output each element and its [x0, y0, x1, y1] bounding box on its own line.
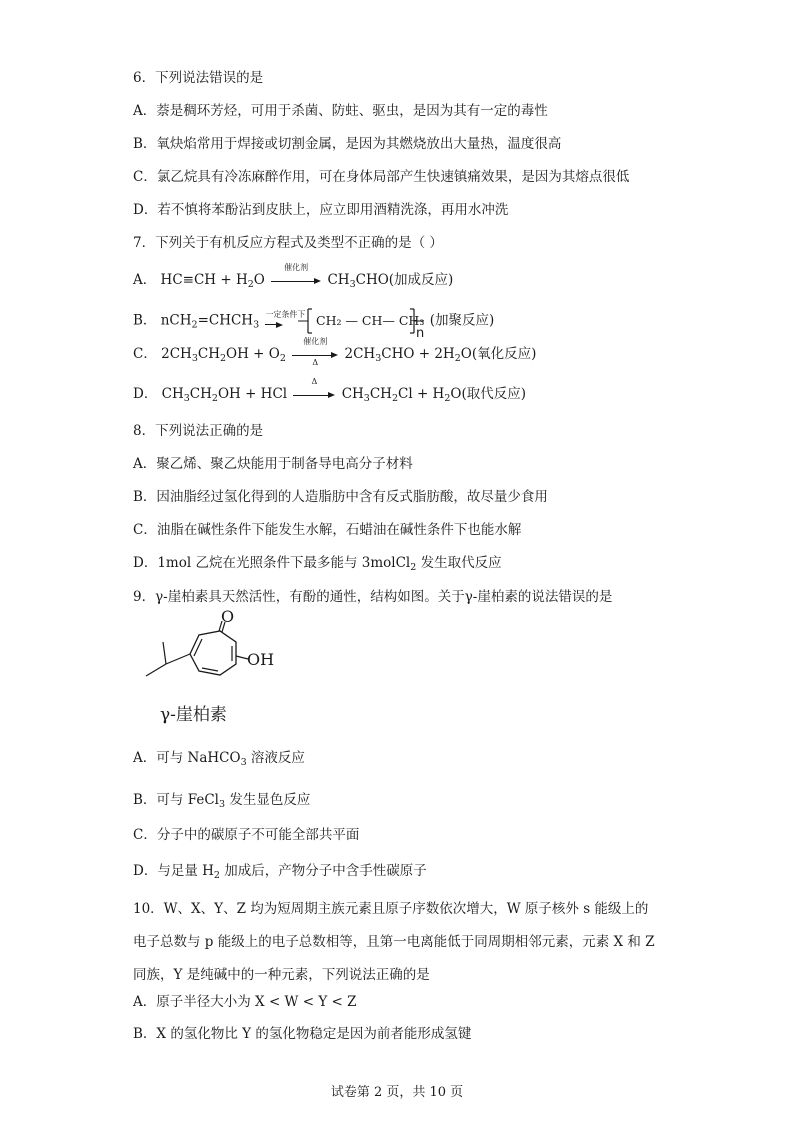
- reaction-arrow: 催化剂 Δ: [292, 345, 338, 365]
- q9-option-d: D．与足量 $H_2$ 加成后，产物分子中含手性碳原子: [133, 863, 427, 881]
- q6-option-d: D．若不慎将苯酚沾到皮肤上，应立即用酒精洗涤，再用水冲洗: [133, 202, 509, 218]
- thujaplicin-structure: [130, 607, 280, 698]
- reaction-arrow: Δ: [293, 385, 335, 405]
- q8-option-b: B．因油脂经过氢化得到的人造脂肪中含有反式脂肪酸，故尽量少食用: [133, 489, 548, 505]
- page-footer: 试卷第 2 页，共 10 页: [330, 1085, 464, 1100]
- polymer-n: n: [415, 326, 424, 341]
- reaction-arrow: 催化剂: [271, 271, 321, 291]
- q9-option-c: C．分子中的碳原子不可能全部共平面: [133, 827, 360, 843]
- q8-option-d: D．1mol 乙烷在光照条件下最多能与 3molCl$_2$ 发生取代反应: [133, 555, 502, 573]
- q10-stem-line-2: 电子总数与 p 能级上的电子总数相等，且第一电离能低于同周期相邻元素，元素 X 和 Z: [133, 934, 655, 950]
- q7-stem: 7．下列关于有机反应方程式及类型不正确的是（ ）: [133, 235, 443, 251]
- q10-option-a: A．原子半径大小为 X < W < Y < Z: [133, 994, 357, 1010]
- q7-option-d: D． $CH_3CH_2OH$ + HCl Δ $CH_3CH_2Cl + H_2O$(取代反应): [133, 376, 526, 404]
- q9-option-b: B．可与 FeCl$_3$ 发生显色反应: [133, 792, 311, 810]
- q6-stem: 6．下列说法错误的是: [133, 70, 264, 86]
- polymer-repeat-unit: CH₂ — CH— CH₃: [315, 313, 425, 328]
- q8-option-c: C．油脂在碱性条件下能发生水解，石蜡油在碱性条件下也能水解: [133, 522, 522, 538]
- q7-option-b: B． $nCH_2=CHCH_3$ 一定条件下 CH₂ — CH— CH₃ n (加聚反应): [133, 304, 494, 336]
- q7-option-a: A． $HC\equiv CH + H_2O$ 催化剂 $CH_3CHO$(加成反应): [133, 262, 454, 290]
- q6-option-c: C．氯乙烷具有冷冻麻醉作用，可在身体局部产生快速镇痛效果，是因为其熔点很低: [133, 169, 630, 185]
- hydroxyl-group: OH: [247, 650, 275, 669]
- molecule-label: γ-崖柏素: [160, 705, 227, 725]
- q8-stem: 8．下列说法正确的是: [133, 423, 264, 439]
- q6-option-b: B．氧炔焰常用于焊接或切割金属，是因为其燃烧放出大量热，温度很高: [133, 136, 562, 152]
- q9-option-a: A．可与 NaHCO$_3$ 溶液反应: [133, 750, 305, 768]
- q10-stem-line-3: 同族，Y 是纯碱中的一种元素，下列说法正确的是: [133, 967, 430, 983]
- q6-option-a: A．萘是稠环芳烃，可用于杀菌、防蛀、驱虫，是因为其有一定的毒性: [133, 103, 548, 119]
- q10-stem-line-1: 10．W、X、Y、Z 均为短周期主族元素且原子序数依次增大，W 原子核外 s 能级上的: [133, 901, 649, 917]
- q9-stem: 9．γ-崖柏素具天然活性，有酚的通性，结构如图。关于γ-崖柏素的说法错误的是: [133, 589, 613, 605]
- q10-option-b: B．X 的氢化物比 Y 的氢化物稳定是因为前者能形成氢键: [133, 1026, 472, 1042]
- q7-option-c: C． $2CH_3CH_2OH + O_2$ 催化剂 Δ $2CH_3CHO + 2H_2O$(氧化反应): [133, 336, 537, 367]
- q8-option-a: A．聚乙烯、聚乙炔能用于制备导电高分子材料: [133, 456, 413, 472]
- carbonyl-oxygen: O: [221, 607, 235, 626]
- reaction-arrow: 一定条件下: [265, 305, 283, 337]
